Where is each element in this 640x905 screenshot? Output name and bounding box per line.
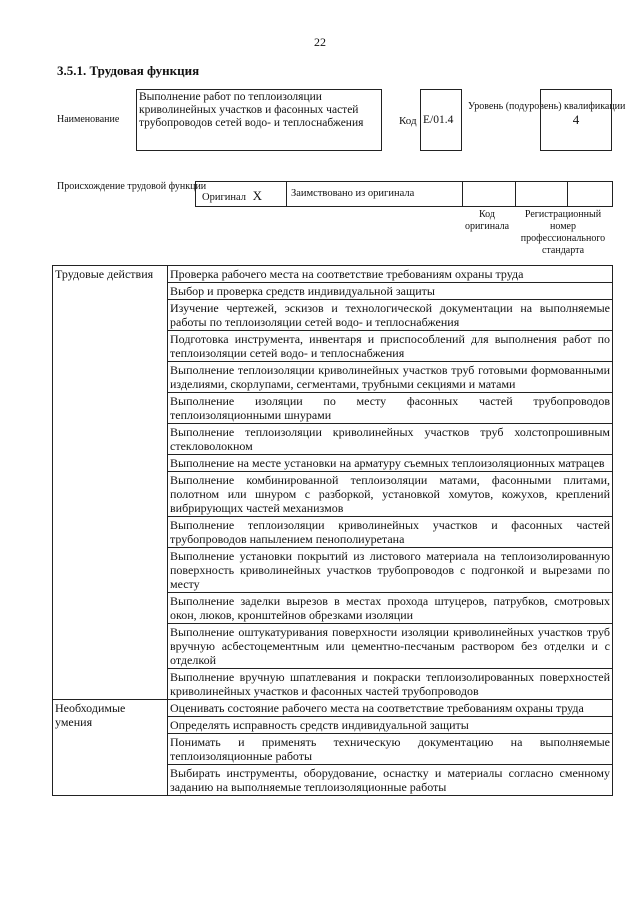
origin-borrowed-cell: Заимствовано из оригинала	[287, 182, 463, 206]
origin-mark: X	[252, 188, 263, 203]
code-label: Код	[399, 115, 417, 127]
labor-action-row-text: Изучение чертежей, эскизов и технологической документации на выполняемые работы по теплоизоляции сетей водо- и теплоснабжения	[168, 300, 613, 331]
origin-original-cell	[196, 182, 287, 206]
level-label: Уровень (подуровень) квалификации	[468, 101, 626, 112]
level-value-box: 4	[540, 89, 612, 151]
labor-action-row-text: Подготовка инструмента, инвентаря и приспособлений для выполнения работ по теплоизоляции сетей водо- и теплоснабжения	[168, 331, 613, 362]
section-title: 3.5.1. Трудовая функция	[57, 63, 200, 78]
labor-function-table	[52, 265, 613, 796]
origin-original-label: Оригинал	[202, 192, 246, 203]
origin-reg-cell	[568, 182, 612, 206]
origin-label: Происхождение трудовой функции	[57, 181, 207, 192]
labor-action-row-text: Выполнение комбинированной теплоизоляции матами, фасонными плитами, полотном или шнуром с разборкой, установкой хомутов, кожухов, креплений вибрирующих частей механизмов	[168, 472, 613, 517]
origin-table	[195, 181, 613, 207]
skill-row-text: Определять исправность средств индивидуальной защиты	[168, 717, 613, 734]
labor-action-row-header: Трудовые действия	[53, 266, 168, 700]
skill-row-text: Понимать и применять техническую документацию на выполняемые теплоизоляционные работы	[168, 734, 613, 765]
code-value-box: E/01.4	[420, 89, 462, 151]
labor-action-row	[53, 266, 613, 283]
labor-action-row-text: Выполнение теплоизоляции криволинейных участков и фасонных частей трубопроводов напылением пенополиуретана	[168, 517, 613, 548]
skill-row-header: Необходимые умения	[53, 700, 168, 796]
origin-code-cell	[516, 182, 568, 206]
skill-row-text: Выбирать инструменты, оборудование, оснастку и материалы согласно сменному заданию на выполняемые теплоизоляционные работы	[168, 765, 613, 796]
origin-code-caption: Код оригинала	[464, 209, 510, 232]
labor-action-row-text: Выбор и проверка средств индивидуальной защиты	[168, 283, 613, 300]
labor-action-row-text: Выполнение установки покрытий из листового материала на теплоизолированную поверхность криволинейных участков трубопроводов с подгонкой и вырезами по месту	[168, 548, 613, 593]
skill-row	[53, 700, 613, 717]
page-number: 22	[314, 35, 326, 49]
labor-action-row-text: Выполнение заделки вырезов в местах прохода штуцеров, патрубков, смотровых окон, люков, кронштейнов обрезками изоляции	[168, 593, 613, 624]
labor-action-row-text: Выполнение вручную шпатлевания и покраски теплоизолированных поверхностей криволинейных участков и фасонных частей трубопроводов	[168, 669, 613, 700]
labor-action-row-text: Выполнение теплоизоляции криволинейных участков труб готовыми формованными изделиями, скорлупами, сегментами, трубными секциями и матами	[168, 362, 613, 393]
origin-reg-caption: Регистрационный номер профессионального стандарта	[520, 209, 606, 256]
skill-row-text: Оценивать состояние рабочего места на соответствие требованиям охраны труда	[168, 700, 613, 717]
labor-action-row-text: Проверка рабочего места на соответствие требованиям охраны труда	[168, 266, 613, 283]
name-label: Наименование	[57, 114, 120, 125]
labor-action-row-text: Выполнение оштукатуривания поверхности изоляции криволинейных участков труб вручную асбестоцементным или цементно-песчаным раствором без отделки и с отделкой	[168, 624, 613, 669]
labor-action-row-text: Выполнение на месте установки на арматуру съемных теплоизоляционных матрацев	[168, 455, 613, 472]
labor-action-row-text: Выполнение теплоизоляции криволинейных участков труб холстопрошивным стекловолокном	[168, 424, 613, 455]
name-value-box: Выполнение работ по теплоизоляции криволинейных участков и фасонных частей трубопроводов сетей водо- и теплоснабжения	[136, 89, 382, 151]
origin-empty-cell	[463, 182, 516, 206]
labor-action-row-text: Выполнение изоляции по месту фасонных частей трубопроводов теплоизоляционными шнурами	[168, 393, 613, 424]
